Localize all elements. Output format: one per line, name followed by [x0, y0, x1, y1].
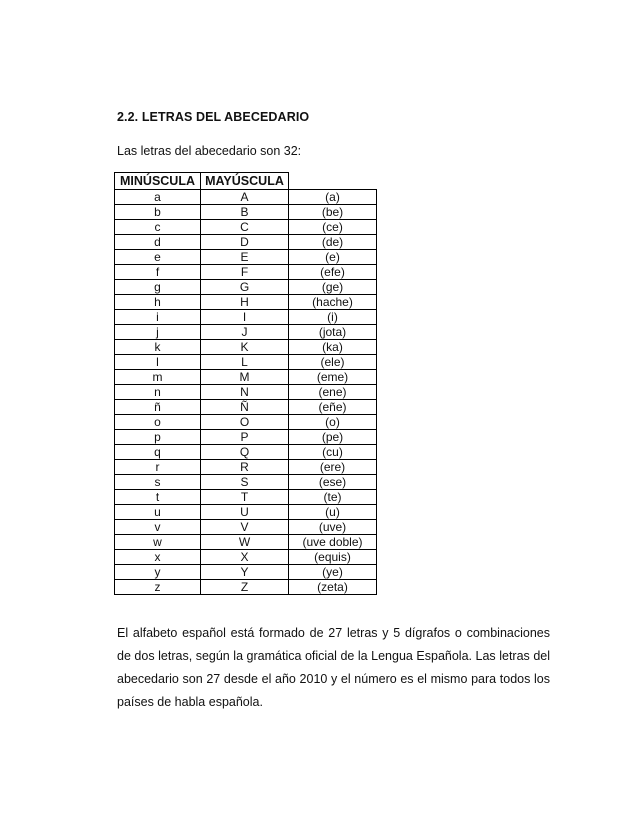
- cell-uppercase: H: [201, 295, 289, 310]
- cell-uppercase: V: [201, 520, 289, 535]
- alphabet-table: [114, 172, 377, 595]
- cell-letter-name: (pe): [289, 430, 377, 445]
- cell-lowercase: t: [115, 490, 201, 505]
- table-row: [115, 355, 377, 370]
- cell-letter-name: (ye): [289, 565, 377, 580]
- cell-lowercase: c: [115, 220, 201, 235]
- table-header-row: [115, 173, 377, 190]
- cell-uppercase: Ñ: [201, 400, 289, 415]
- table-row: [115, 295, 377, 310]
- table-row: [115, 190, 377, 205]
- cell-letter-name: (cu): [289, 445, 377, 460]
- cell-letter-name: (u): [289, 505, 377, 520]
- cell-uppercase: Z: [201, 580, 289, 595]
- cell-letter-name: (hache): [289, 295, 377, 310]
- cell-letter-name: (eñe): [289, 400, 377, 415]
- cell-lowercase: b: [115, 205, 201, 220]
- cell-lowercase: f: [115, 265, 201, 280]
- cell-lowercase: h: [115, 295, 201, 310]
- table-row: [115, 325, 377, 340]
- cell-letter-name: (e): [289, 250, 377, 265]
- cell-lowercase: g: [115, 280, 201, 295]
- cell-uppercase: M: [201, 370, 289, 385]
- cell-uppercase: O: [201, 415, 289, 430]
- cell-uppercase: J: [201, 325, 289, 340]
- cell-letter-name: (zeta): [289, 580, 377, 595]
- cell-uppercase: A: [201, 190, 289, 205]
- cell-uppercase: N: [201, 385, 289, 400]
- cell-uppercase: B: [201, 205, 289, 220]
- cell-uppercase: D: [201, 235, 289, 250]
- cell-letter-name: (ele): [289, 355, 377, 370]
- cell-lowercase: x: [115, 550, 201, 565]
- header-lowercase: MINÚSCULA: [115, 173, 201, 190]
- cell-letter-name: (equis): [289, 550, 377, 565]
- cell-lowercase: k: [115, 340, 201, 355]
- table-row: [115, 565, 377, 580]
- section-heading: 2.2. LETRAS DEL ABECEDARIO: [117, 110, 310, 124]
- cell-lowercase: a: [115, 190, 201, 205]
- cell-letter-name: (efe): [289, 265, 377, 280]
- cell-uppercase: K: [201, 340, 289, 355]
- table-row: [115, 460, 377, 475]
- cell-lowercase: n: [115, 385, 201, 400]
- cell-letter-name: (i): [289, 310, 377, 325]
- cell-lowercase: s: [115, 475, 201, 490]
- cell-letter-name: (de): [289, 235, 377, 250]
- cell-lowercase: d: [115, 235, 201, 250]
- cell-letter-name: (a): [289, 190, 377, 205]
- cell-uppercase: C: [201, 220, 289, 235]
- table-row: [115, 280, 377, 295]
- table-row: [115, 550, 377, 565]
- cell-uppercase: Q: [201, 445, 289, 460]
- cell-letter-name: (ese): [289, 475, 377, 490]
- cell-uppercase: Y: [201, 565, 289, 580]
- cell-lowercase: o: [115, 415, 201, 430]
- table-row: [115, 310, 377, 325]
- table-row: [115, 205, 377, 220]
- table-row: [115, 235, 377, 250]
- cell-letter-name: (ene): [289, 385, 377, 400]
- table-row: [115, 265, 377, 280]
- table-row: [115, 535, 377, 550]
- cell-letter-name: (ce): [289, 220, 377, 235]
- cell-uppercase: W: [201, 535, 289, 550]
- body-paragraph: El alfabeto español está formado de 27 letras y 5 dígrafos o combinaciones de dos letras, según la gramática oficial de la Lengua Española. Las letras del abecedario son 27 desde el año 2010 y el número es el mismo para todos los países de habla española.: [117, 626, 550, 709]
- table-row: [115, 340, 377, 355]
- table-row: [115, 505, 377, 520]
- cell-lowercase: v: [115, 520, 201, 535]
- table-row: [115, 475, 377, 490]
- cell-lowercase: y: [115, 565, 201, 580]
- cell-letter-name: (uve): [289, 520, 377, 535]
- cell-lowercase: j: [115, 325, 201, 340]
- cell-uppercase: R: [201, 460, 289, 475]
- cell-lowercase: q: [115, 445, 201, 460]
- cell-uppercase: U: [201, 505, 289, 520]
- cell-uppercase: T: [201, 490, 289, 505]
- cell-letter-name: (ka): [289, 340, 377, 355]
- table-row: [115, 385, 377, 400]
- cell-letter-name: (jota): [289, 325, 377, 340]
- cell-lowercase: m: [115, 370, 201, 385]
- cell-uppercase: I: [201, 310, 289, 325]
- table-body: [115, 190, 377, 595]
- cell-letter-name: (be): [289, 205, 377, 220]
- cell-lowercase: p: [115, 430, 201, 445]
- cell-lowercase: u: [115, 505, 201, 520]
- table-row: [115, 430, 377, 445]
- table-row: [115, 520, 377, 535]
- cell-uppercase: G: [201, 280, 289, 295]
- cell-letter-name: (uve doble): [289, 535, 377, 550]
- cell-uppercase: X: [201, 550, 289, 565]
- intro-text: Las letras del abecedario son 32:: [117, 144, 302, 158]
- cell-letter-name: (ere): [289, 460, 377, 475]
- cell-lowercase: z: [115, 580, 201, 595]
- cell-letter-name: (eme): [289, 370, 377, 385]
- cell-letter-name: (o): [289, 415, 377, 430]
- cell-uppercase: F: [201, 265, 289, 280]
- table-row: [115, 415, 377, 430]
- cell-letter-name: (te): [289, 490, 377, 505]
- cell-uppercase: E: [201, 250, 289, 265]
- cell-uppercase: S: [201, 475, 289, 490]
- table-row: [115, 400, 377, 415]
- cell-lowercase: ñ: [115, 400, 201, 415]
- table-row: [115, 445, 377, 460]
- cell-lowercase: w: [115, 535, 201, 550]
- table-row: [115, 580, 377, 595]
- header-name: [289, 173, 377, 190]
- cell-uppercase: P: [201, 430, 289, 445]
- table-row: [115, 250, 377, 265]
- cell-letter-name: (ge): [289, 280, 377, 295]
- cell-lowercase: i: [115, 310, 201, 325]
- table-row: [115, 220, 377, 235]
- cell-lowercase: e: [115, 250, 201, 265]
- cell-lowercase: r: [115, 460, 201, 475]
- cell-lowercase: l: [115, 355, 201, 370]
- header-uppercase: MAYÚSCULA: [201, 173, 289, 190]
- cell-uppercase: L: [201, 355, 289, 370]
- table-row: [115, 370, 377, 385]
- table-row: [115, 490, 377, 505]
